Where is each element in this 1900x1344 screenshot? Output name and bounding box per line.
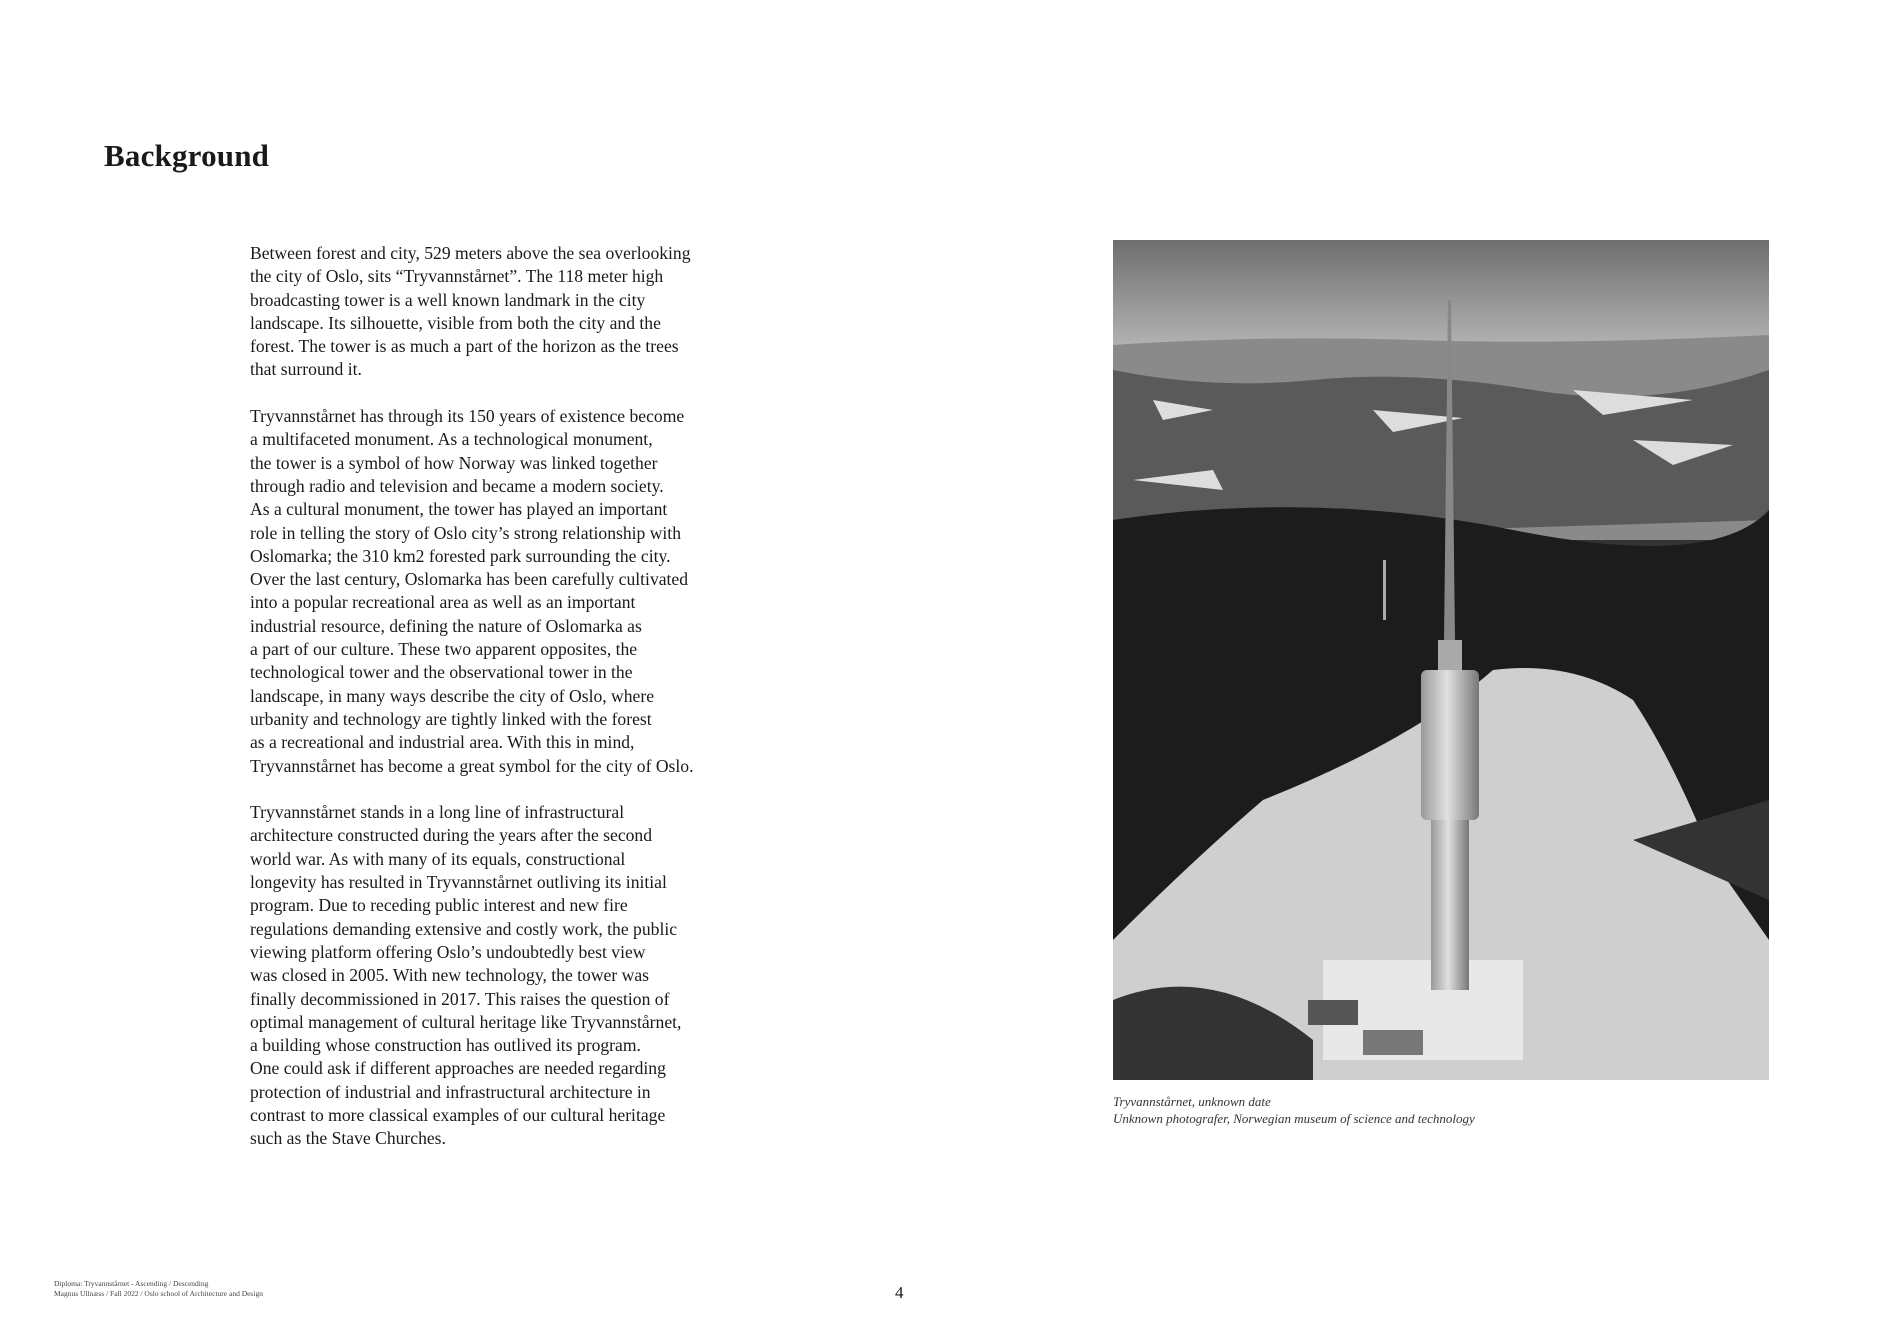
page-number: 4 — [895, 1283, 904, 1302]
caption-title: Tryvannstårnet, unknown date — [1113, 1094, 1271, 1109]
text-line: regulations demanding extensive and costly work, the public — [250, 918, 678, 939]
paragraph — [250, 242, 720, 382]
text-line: protection of industrial and infrastructural architecture in — [250, 1081, 651, 1102]
text-line: viewing platform offering Oslo’s undoubtedly best view — [250, 941, 646, 962]
text-line: optimal management of cultural heritage like Tryvannstårnet, — [250, 1011, 682, 1032]
text-line: world war. As with many of its equals, constructional — [250, 848, 626, 869]
text-line: the tower is a symbol of how Norway was linked together — [250, 452, 658, 473]
footer — [54, 1279, 263, 1298]
text-line: into a popular recreational area as well as an important — [250, 592, 636, 613]
text-line: landscape. Its silhouette, visible from both the city and the — [250, 312, 661, 333]
text-line: technological tower and the observational tower in the — [250, 662, 633, 683]
text-line: One could ask if different approaches are needed regarding — [250, 1058, 666, 1079]
text-line: program. Due to receding public interest and new fire — [250, 895, 628, 916]
text-line: finally decommissioned in 2017. This raises the question of — [250, 988, 670, 1009]
text-line: Between forest and city, 529 meters above the sea overlooking — [250, 243, 691, 263]
text-line: urbanity and technology are tightly linked with the forest — [250, 708, 652, 729]
page-title: Background — [104, 138, 270, 173]
text-line: longevity has resulted in Tryvannstårnet outliving its initial — [250, 872, 667, 893]
text-line: Oslomarka; the 310 km2 forested park surrounding the city. — [250, 545, 671, 566]
text-line: industrial resource, defining the nature of Oslomarka as — [250, 615, 642, 636]
text-line: such as the Stave Churches. — [250, 1128, 446, 1149]
text-line: Tryvannstårnet has become a great symbol for the city of Oslo. — [250, 755, 694, 776]
text-line: a part of our culture. These two apparent opposites, the — [250, 639, 638, 660]
text-line: was closed in 2005. With new technology, the tower was — [250, 965, 649, 986]
photo-caption — [1113, 1093, 1475, 1127]
text-line: architecture constructed during the years after the second — [250, 825, 653, 846]
text-line: the city of Oslo, sits “Tryvannstårnet”. The 118 meter high — [250, 266, 664, 287]
body-text — [250, 242, 720, 1174]
text-line: a building whose construction has outlived its program. — [250, 1035, 641, 1056]
text-line: role in telling the story of Oslo city’s strong relationship with — [250, 522, 681, 543]
paragraph — [250, 405, 720, 778]
text-line: as a recreational and industrial area. With this in mind, — [250, 732, 635, 753]
footer-line-1: Diploma: Tryvannstårnet - Ascending / Descending — [54, 1279, 209, 1288]
text-line: that surround it. — [250, 359, 362, 380]
paragraph — [250, 801, 720, 1150]
text-line: landscape, in many ways describe the city of Oslo, where — [250, 685, 655, 706]
text-line: Tryvannstårnet stands in a long line of infrastructural — [250, 802, 625, 823]
text-line: contrast to more classical examples of our cultural heritage — [250, 1104, 666, 1125]
text-line: forest. The tower is as much a part of the horizon as the trees — [250, 336, 679, 357]
caption-credit: Unknown photografer, Norwegian museum of science and technology — [1113, 1111, 1475, 1126]
text-line: broadcasting tower is a well known landmark in the city — [250, 289, 646, 310]
footer-line-2: Magnus Ullnæss / Fall 2022 / Oslo school of Architecture and Design — [54, 1288, 263, 1298]
text-line: through radio and television and became a modern society. — [250, 475, 664, 496]
text-line: Tryvannstårnet has through its 150 years of existence become — [250, 406, 685, 427]
text-line: a multifaceted monument. As a technological monument, — [250, 429, 653, 450]
text-line: Over the last century, Oslomarka has been carefully cultivated — [250, 569, 689, 590]
tower-photo — [1113, 240, 1769, 1080]
text-line: As a cultural monument, the tower has played an important — [250, 499, 668, 520]
